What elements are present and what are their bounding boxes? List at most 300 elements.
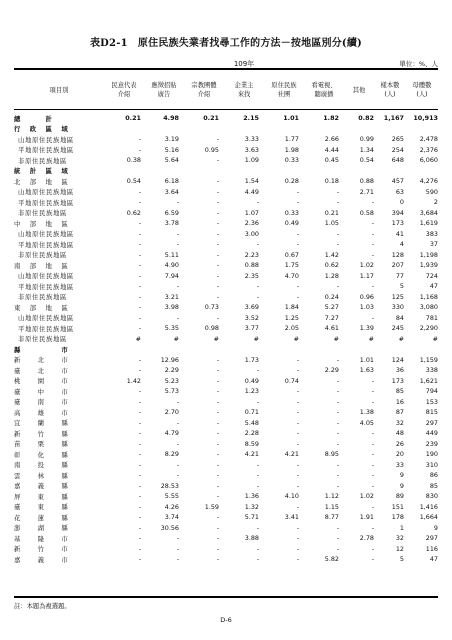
cell-value: - bbox=[371, 450, 374, 459]
table-row bbox=[14, 418, 438, 429]
cell-value: 1.75 bbox=[284, 261, 299, 270]
cell-value: - bbox=[216, 418, 219, 427]
cell-value: 8.29 bbox=[164, 450, 179, 459]
cell-value: - bbox=[216, 187, 219, 196]
cell-value: 30.56 bbox=[160, 523, 179, 532]
cell-value: 1.73 bbox=[244, 355, 259, 364]
cell-value: 2.70 bbox=[164, 408, 179, 417]
cell-value: - bbox=[216, 271, 219, 280]
table-row bbox=[14, 439, 438, 450]
cell-value: 36 bbox=[395, 366, 404, 375]
cell-value: 1.28 bbox=[324, 271, 339, 280]
cell-value: - bbox=[296, 523, 299, 532]
cell-value: 0.49 bbox=[244, 376, 259, 385]
table-row bbox=[14, 134, 438, 145]
cell-value: 128 bbox=[391, 250, 404, 259]
cell-value: 4.98 bbox=[163, 114, 179, 123]
cell-value: - bbox=[336, 534, 339, 543]
cell-value: 0.62 bbox=[324, 261, 339, 270]
cell-value: - bbox=[371, 460, 374, 469]
cell-value: - bbox=[336, 471, 339, 480]
cell-value: 2.66 bbox=[324, 135, 339, 144]
cell-value: # bbox=[368, 334, 374, 343]
cell-value: - bbox=[256, 481, 259, 490]
cell-value: 1.01 bbox=[359, 355, 374, 364]
cell-value: - bbox=[216, 240, 219, 249]
cell-value: 5.73 bbox=[164, 387, 179, 396]
cell-value: 9 bbox=[399, 481, 404, 490]
cell-value: 245 bbox=[391, 324, 404, 333]
cell-value: - bbox=[216, 135, 219, 144]
cell-value: 9 bbox=[399, 471, 404, 480]
cell-value bbox=[299, 344, 339, 355]
cell-value: - bbox=[138, 555, 141, 564]
cell-value: - bbox=[138, 240, 141, 249]
cell-value: - bbox=[216, 355, 219, 364]
cell-value: - bbox=[216, 387, 219, 396]
cell-value: 3.98 bbox=[164, 303, 179, 312]
header-col-5: 原住民族 社團 bbox=[271, 82, 297, 98]
cell-value: 1.39 bbox=[359, 324, 374, 333]
cell-value: - bbox=[138, 187, 141, 196]
unit-label: 單位：%、人 bbox=[399, 60, 438, 68]
cell-value: # bbox=[333, 334, 339, 343]
cell-value: - bbox=[336, 282, 339, 291]
cell-value: - bbox=[176, 555, 179, 564]
cell-value: 3.88 bbox=[244, 534, 259, 543]
cell-value: 0.62 bbox=[126, 208, 141, 217]
row-label: 非原住民族地區 bbox=[18, 335, 67, 344]
cell-value: - bbox=[138, 534, 141, 543]
row-label: 山地原住民族地區 bbox=[18, 135, 74, 144]
cell-value: 0.96 bbox=[359, 292, 374, 301]
cell-value: 297 bbox=[425, 418, 438, 427]
cell-value: 1,168 bbox=[419, 292, 438, 301]
cell-value: 1.09 bbox=[244, 156, 259, 165]
section-row bbox=[14, 166, 438, 177]
cell-value: 0 bbox=[399, 198, 404, 207]
cell-value: 0.33 bbox=[284, 208, 299, 217]
cell-value bbox=[141, 166, 179, 177]
table-row bbox=[14, 386, 438, 397]
cell-value: - bbox=[256, 282, 259, 291]
cell-value: - bbox=[138, 502, 141, 511]
cell-value: - bbox=[371, 282, 374, 291]
row-label: 中 部 地 區 bbox=[14, 219, 70, 228]
cell-value: 1.17 bbox=[359, 271, 374, 280]
row-label: 嘉 義 縣 bbox=[14, 482, 70, 491]
cell-value: 5.16 bbox=[164, 145, 179, 154]
cell-value: 2.05 bbox=[284, 324, 299, 333]
cell-value: 0.98 bbox=[204, 324, 219, 333]
table-row bbox=[14, 155, 438, 166]
cell-value bbox=[339, 344, 374, 355]
cell-value: - bbox=[371, 397, 374, 406]
cell-value: 6.59 bbox=[164, 208, 179, 217]
cell-value: 2.29 bbox=[164, 366, 179, 375]
cell-value: 3,684 bbox=[419, 208, 438, 217]
cell-value: - bbox=[336, 198, 339, 207]
cell-value bbox=[299, 166, 339, 177]
cell-value: - bbox=[138, 219, 141, 228]
cell-value: - bbox=[371, 429, 374, 438]
cell-value: 6.18 bbox=[164, 177, 179, 186]
table-row bbox=[14, 355, 438, 366]
cell-value: 3.41 bbox=[284, 513, 299, 522]
header-rule bbox=[14, 109, 438, 110]
cell-value: 3.19 bbox=[164, 135, 179, 144]
cell-value: - bbox=[176, 439, 179, 448]
cell-value: 1.38 bbox=[359, 408, 374, 417]
cell-value: - bbox=[138, 261, 141, 270]
table-row bbox=[14, 250, 438, 261]
cell-value: - bbox=[296, 544, 299, 553]
cell-value: 4.61 bbox=[324, 324, 339, 333]
table-row bbox=[14, 470, 438, 481]
row-label: 東 部 地 區 bbox=[14, 303, 70, 312]
cell-value: - bbox=[216, 366, 219, 375]
cell-value: 0.21 bbox=[203, 114, 219, 123]
cell-value: 1.32 bbox=[244, 502, 259, 511]
table-row bbox=[14, 460, 438, 471]
cell-value: 9 bbox=[433, 523, 438, 532]
cell-value: - bbox=[296, 502, 299, 511]
cell-value: - bbox=[296, 439, 299, 448]
cell-value: 781 bbox=[425, 313, 438, 322]
row-label: 山地原住民族地區 bbox=[18, 314, 74, 323]
table-row bbox=[14, 554, 438, 565]
cell-value: - bbox=[336, 408, 339, 417]
cell-value: - bbox=[296, 481, 299, 490]
row-label: 嘉 義 市 bbox=[14, 555, 70, 564]
cell-value: - bbox=[336, 460, 339, 469]
table-row bbox=[14, 271, 438, 282]
cell-value: - bbox=[216, 198, 219, 207]
table-row bbox=[14, 218, 438, 229]
cell-value: - bbox=[138, 523, 141, 532]
cell-value: - bbox=[296, 187, 299, 196]
cell-value: - bbox=[216, 250, 219, 259]
cell-value: 1.98 bbox=[284, 145, 299, 154]
cell-value: - bbox=[216, 481, 219, 490]
row-label: 新 北 市 bbox=[14, 356, 70, 365]
cell-value: - bbox=[138, 355, 141, 364]
cell-value: 0.99 bbox=[359, 135, 374, 144]
cell-value: 86 bbox=[429, 471, 438, 480]
cell-value: 254 bbox=[391, 145, 404, 154]
cell-value: 28.53 bbox=[160, 481, 179, 490]
row-label: 宜 蘭 縣 bbox=[14, 419, 70, 428]
cell-value: 830 bbox=[425, 492, 438, 501]
cell-value: # bbox=[293, 334, 299, 343]
cell-value: - bbox=[296, 282, 299, 291]
cell-value: - bbox=[371, 555, 374, 564]
cell-value: 5.11 bbox=[164, 250, 179, 259]
cell-value: - bbox=[216, 544, 219, 553]
table-row bbox=[14, 197, 438, 208]
cell-value bbox=[259, 166, 299, 177]
cell-value: - bbox=[296, 555, 299, 564]
cell-value: - bbox=[138, 439, 141, 448]
row-label: 臺 北 市 bbox=[14, 366, 70, 375]
cell-value: 815 bbox=[425, 408, 438, 417]
cell-value: 5.64 bbox=[164, 156, 179, 165]
cell-value: 0.74 bbox=[284, 376, 299, 385]
cell-value: 2,478 bbox=[419, 135, 438, 144]
cell-value: 1.42 bbox=[324, 250, 339, 259]
cell-value bbox=[339, 166, 374, 177]
cell-value: 590 bbox=[425, 187, 438, 196]
row-label: 平地原住民族地區 bbox=[18, 240, 74, 249]
row-label: 山地原住民族地區 bbox=[18, 188, 74, 197]
cell-value: - bbox=[371, 313, 374, 322]
cell-value: 20 bbox=[395, 450, 404, 459]
cell-value: 0.82 bbox=[358, 114, 374, 123]
cell-value: 2.29 bbox=[324, 366, 339, 375]
table-row bbox=[14, 239, 438, 250]
cell-value: 5.27 bbox=[324, 303, 339, 312]
row-label: 非原住民族地區 bbox=[18, 251, 67, 260]
cell-value: 2.35 bbox=[244, 271, 259, 280]
cell-value bbox=[339, 124, 374, 135]
cell-value: 5.35 bbox=[164, 324, 179, 333]
cell-value: 1.36 bbox=[244, 492, 259, 501]
cell-value: 0.28 bbox=[284, 177, 299, 186]
cell-value: 0.18 bbox=[324, 177, 339, 186]
cell-value: 1.82 bbox=[323, 114, 339, 123]
cell-value: 394 bbox=[391, 208, 404, 217]
cell-value: # bbox=[213, 334, 219, 343]
cell-value: - bbox=[216, 208, 219, 217]
cell-value bbox=[104, 344, 141, 355]
cell-value: - bbox=[256, 397, 259, 406]
cell-value: 6,060 bbox=[419, 156, 438, 165]
cell-value: - bbox=[216, 450, 219, 459]
header-col-9: 母體數 (人) bbox=[412, 82, 432, 98]
table-row bbox=[14, 145, 438, 156]
cell-value: - bbox=[216, 471, 219, 480]
cell-value: 4.26 bbox=[164, 502, 179, 511]
cell-value: # bbox=[173, 334, 179, 343]
cell-value: 1.25 bbox=[284, 313, 299, 322]
cell-value: - bbox=[216, 156, 219, 165]
cell-value: - bbox=[296, 418, 299, 427]
cell-value: - bbox=[371, 471, 374, 480]
header-col-4: 企業主 來找 bbox=[234, 82, 254, 98]
cell-value: 1,198 bbox=[419, 250, 438, 259]
cell-value bbox=[179, 124, 219, 135]
cell-value: - bbox=[296, 355, 299, 364]
row-label: 非原住民族地區 bbox=[18, 293, 67, 302]
cell-value: - bbox=[138, 397, 141, 406]
cell-value: - bbox=[256, 460, 259, 469]
cell-value: 1.63 bbox=[359, 366, 374, 375]
cell-value: 1.84 bbox=[284, 303, 299, 312]
row-label: 平地原住民族地區 bbox=[18, 146, 74, 155]
cell-value: 449 bbox=[425, 429, 438, 438]
table-row bbox=[14, 323, 438, 334]
cell-value: - bbox=[176, 240, 179, 249]
cell-value: - bbox=[138, 145, 141, 154]
cell-value: 12 bbox=[395, 544, 404, 553]
cell-value bbox=[259, 124, 299, 135]
cell-value: 207 bbox=[391, 261, 404, 270]
cell-value bbox=[219, 166, 259, 177]
cell-value: - bbox=[336, 376, 339, 385]
cell-value: - bbox=[138, 387, 141, 396]
cell-value: - bbox=[216, 439, 219, 448]
cell-value: 383 bbox=[425, 229, 438, 238]
cell-value: 1,664 bbox=[419, 513, 438, 522]
cell-value: - bbox=[336, 187, 339, 196]
table-title: 表D2-1 原住民族失業者找尋工作的方法－按地區別分(續) bbox=[89, 38, 362, 49]
cell-value bbox=[259, 344, 299, 355]
cell-value: 3.52 bbox=[244, 313, 259, 322]
cell-value: 4.90 bbox=[164, 261, 179, 270]
cell-value: - bbox=[296, 198, 299, 207]
cell-value: - bbox=[371, 544, 374, 553]
cell-value: - bbox=[256, 544, 259, 553]
cell-value: 0.38 bbox=[126, 156, 141, 165]
row-label: 苗 栗 縣 bbox=[14, 440, 70, 449]
row-label: 非原住民族地區 bbox=[18, 209, 67, 218]
cell-value: 41 bbox=[395, 229, 404, 238]
cell-value: 7.27 bbox=[324, 313, 339, 322]
cell-value: 1 bbox=[399, 523, 404, 532]
cell-value: - bbox=[176, 313, 179, 322]
table-row bbox=[14, 449, 438, 460]
cell-value: - bbox=[256, 292, 259, 301]
header-col-7: 其他 bbox=[352, 87, 366, 94]
cell-value: 3.64 bbox=[164, 187, 179, 196]
row-label: 雲 林 縣 bbox=[14, 471, 70, 480]
cell-value: - bbox=[176, 282, 179, 291]
row-label: 新 竹 縣 bbox=[14, 429, 70, 438]
table-row bbox=[14, 533, 438, 544]
cell-value bbox=[141, 124, 179, 135]
cell-value: - bbox=[138, 471, 141, 480]
cell-value: 1.59 bbox=[204, 502, 219, 511]
cell-value: - bbox=[138, 198, 141, 207]
cell-value: 63 bbox=[395, 187, 404, 196]
cell-value: 125 bbox=[391, 292, 404, 301]
cell-value: - bbox=[296, 240, 299, 249]
cell-value: 1.07 bbox=[244, 208, 259, 217]
cell-value: 4.21 bbox=[284, 450, 299, 459]
cell-value: 2.15 bbox=[243, 114, 259, 123]
cell-value: - bbox=[216, 282, 219, 291]
cell-value: 0.24 bbox=[324, 292, 339, 301]
cell-value: 1.91 bbox=[359, 513, 374, 522]
cell-value: 239 bbox=[425, 439, 438, 448]
cell-value: - bbox=[176, 229, 179, 238]
cell-value: - bbox=[336, 481, 339, 490]
cell-value: 10,913 bbox=[413, 114, 438, 123]
cell-value: 48 bbox=[395, 429, 404, 438]
cell-value: 2.23 bbox=[244, 250, 259, 259]
cell-value: 1,619 bbox=[419, 219, 438, 228]
cell-value: 0.73 bbox=[204, 303, 219, 312]
table-row bbox=[14, 481, 438, 492]
table-row bbox=[14, 428, 438, 439]
cell-value: 1.03 bbox=[359, 303, 374, 312]
cell-value: 87 bbox=[395, 408, 404, 417]
cell-value bbox=[104, 166, 141, 177]
cell-value: 310 bbox=[425, 460, 438, 469]
cell-value: - bbox=[176, 198, 179, 207]
cell-value: - bbox=[138, 313, 141, 322]
cell-value bbox=[179, 344, 219, 355]
cell-value: - bbox=[216, 376, 219, 385]
cell-value: - bbox=[138, 544, 141, 553]
cell-value: - bbox=[296, 387, 299, 396]
cell-value: - bbox=[336, 439, 339, 448]
table-row bbox=[14, 229, 438, 240]
cell-value: 297 bbox=[425, 534, 438, 543]
cell-value: 151 bbox=[391, 502, 404, 511]
cell-value: 3.63 bbox=[244, 145, 259, 154]
cell-value: 16 bbox=[395, 397, 404, 406]
top-rule bbox=[14, 68, 438, 70]
cell-value: - bbox=[336, 240, 339, 249]
cell-value: 4.05 bbox=[359, 418, 374, 427]
cell-value: 1.15 bbox=[324, 502, 339, 511]
cell-value: - bbox=[216, 397, 219, 406]
cell-value: 4,276 bbox=[419, 177, 438, 186]
cell-value: - bbox=[216, 219, 219, 228]
cell-value: 3.00 bbox=[244, 229, 259, 238]
table-row bbox=[14, 365, 438, 376]
cell-value: 265 bbox=[391, 135, 404, 144]
cell-value: 0.49 bbox=[284, 219, 299, 228]
cell-value: - bbox=[371, 481, 374, 490]
cell-value: - bbox=[138, 460, 141, 469]
table-row bbox=[14, 407, 438, 418]
row-label: 花 蓮 縣 bbox=[14, 513, 70, 522]
cell-value: 2,290 bbox=[419, 324, 438, 333]
bottom-rule bbox=[14, 596, 438, 598]
row-label: 屏 東 縣 bbox=[14, 492, 70, 501]
cell-value: 12.96 bbox=[160, 355, 179, 364]
header-col-8: 樣本數 (人) bbox=[380, 82, 400, 98]
cell-value: - bbox=[336, 429, 339, 438]
cell-value: 4.70 bbox=[284, 271, 299, 280]
cell-value bbox=[374, 166, 404, 177]
cell-value: 5 bbox=[399, 282, 404, 291]
cell-value: 4.79 bbox=[164, 429, 179, 438]
cell-value: 0.45 bbox=[324, 156, 339, 165]
cell-value: 32 bbox=[395, 534, 404, 543]
cell-value: - bbox=[176, 397, 179, 406]
cell-value: 1.02 bbox=[359, 261, 374, 270]
cell-value: - bbox=[216, 261, 219, 270]
cell-value: - bbox=[216, 523, 219, 532]
cell-value: - bbox=[138, 429, 141, 438]
row-label: 平地原住民族地區 bbox=[18, 282, 74, 291]
cell-value: 4.49 bbox=[244, 187, 259, 196]
row-label: 基 隆 市 bbox=[14, 534, 70, 543]
cell-value: - bbox=[138, 282, 141, 291]
cell-value: 1.34 bbox=[359, 145, 374, 154]
cell-value: - bbox=[138, 303, 141, 312]
cell-value: 84 bbox=[395, 313, 404, 322]
cell-value: - bbox=[138, 229, 141, 238]
row-label: 澎 湖 縣 bbox=[14, 524, 70, 533]
cell-value: - bbox=[256, 471, 259, 480]
cell-value: - bbox=[336, 418, 339, 427]
cell-value: - bbox=[138, 292, 141, 301]
table-row bbox=[14, 334, 438, 345]
